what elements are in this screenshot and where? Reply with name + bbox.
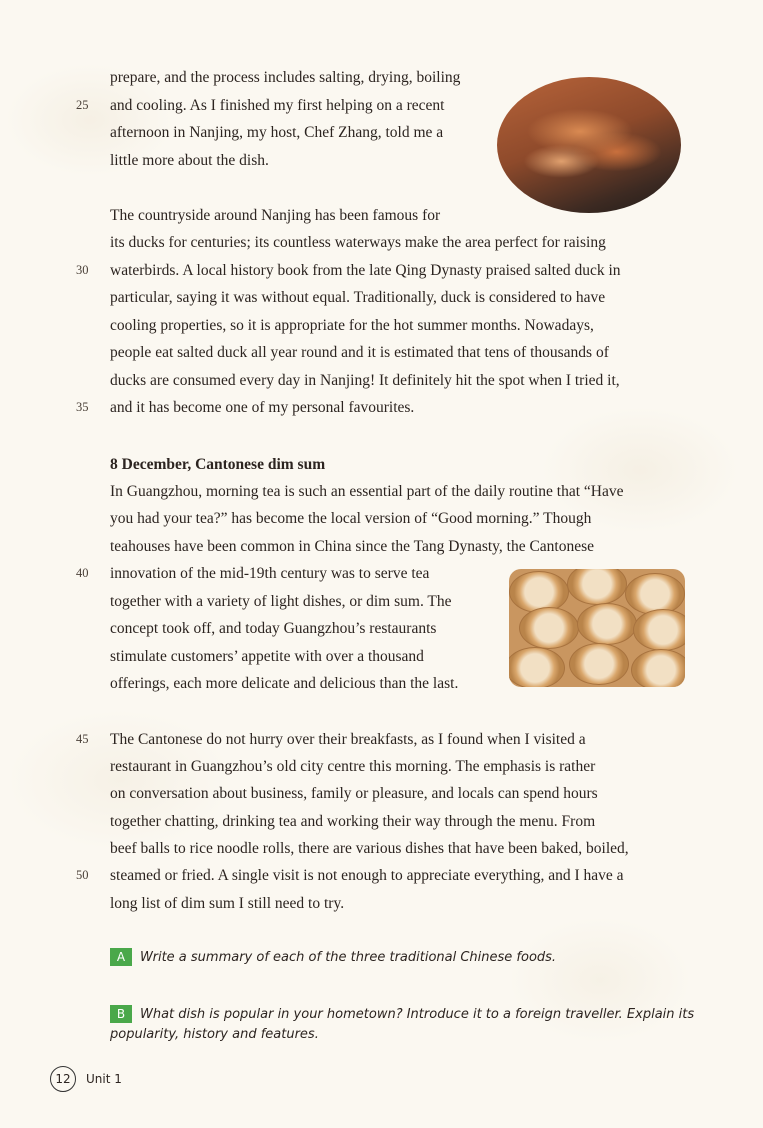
text-line: ducks are consumed every day in Nanjing! It definitely hit the spot when I tried it, [110,372,620,389]
text-line: The Cantonese do not hurry over their breakfasts, as I found when I visited a [110,731,586,748]
line-number: 50 [76,868,89,882]
activity-a-text: Write a summary of each of the three traditional Chinese foods. [140,950,557,965]
text-line: stimulate customers’ appetite with over a thousand [110,648,424,665]
text-line: and cooling. As I finished my first helping on a recent [110,97,445,114]
line-number: 25 [76,98,89,112]
text-line: cooling properties, so it is appropriate for the hot summer months. Nowadays, [110,317,594,334]
text-line: and it has become one of my personal favourites. [110,399,415,416]
text-line: waterbirds. A local history book from the late Qing Dynasty praised salted duck in [110,262,621,279]
text-line: The countryside around Nanjing has been famous for [110,207,441,224]
activity-b-text-line1: What dish is popular in your hometown? Introduce it to a foreign traveller. Explain its [140,1007,695,1022]
salted-duck-photo [497,77,681,213]
text-line: together chatting, drinking tea and working their way through the menu. From [110,813,596,830]
text-line: on conversation about business, family or pleasure, and locals can spend hours [110,785,598,802]
text-line: steamed or fried. A single visit is not enough to appreciate everything, and I have a [110,867,624,884]
text-line: restaurant in Guangzhou’s old city centre this morning. The emphasis is rather [110,758,596,775]
text-line: innovation of the mid-19th century was to serve tea [110,565,430,582]
text-line: particular, saying it was without equal. Traditionally, duck is considered to have [110,289,606,306]
page-footer [50,1066,122,1092]
line-number: 45 [76,732,89,746]
activity-b [110,1005,694,1025]
text-line: teahouses have been common in China since the Tang Dynasty, the Cantonese [110,538,595,555]
text-line: In Guangzhou, morning tea is such an essential part of the daily routine that “Have [110,483,624,500]
text-line: offerings, each more delicate and delicious than the last. [110,675,459,692]
line-number: 35 [76,400,89,414]
activity-b-continued [110,1025,319,1045]
page-number: 12 [50,1066,76,1092]
dim-sum-photo [509,569,685,687]
activity-a-label: A [110,948,132,966]
section-heading: 8 December, Cantonese dim sum [110,456,326,473]
text-line: its ducks for centuries; its countless waterways make the area perfect for raising [110,234,606,251]
activity-b-text-line2: popularity, history and features. [110,1027,319,1042]
text-line: prepare, and the process includes salting, drying, boiling [110,69,461,86]
activity-b-label: B [110,1005,132,1023]
text-line: concept took off, and today Guangzhou’s restaurants [110,620,437,637]
text-line: little more about the dish. [110,152,269,169]
line-number: 40 [76,566,89,580]
line-number: 30 [76,263,89,277]
text-line: beef balls to rice noodle rolls, there are various dishes that have been baked, boiled, [110,840,629,857]
text-line: afternoon in Nanjing, my host, Chef Zhang, told me a [110,124,444,141]
text-line: people eat salted duck all year round and it is estimated that tens of thousands of [110,344,609,361]
text-line: together with a variety of light dishes, or dim sum. The [110,593,452,610]
text-line: you had your tea?” has become the local version of “Good morning.” Though [110,510,592,527]
activity-a [110,948,556,968]
unit-label: Unit 1 [86,1072,122,1086]
text-line: long list of dim sum I still need to try. [110,895,345,912]
